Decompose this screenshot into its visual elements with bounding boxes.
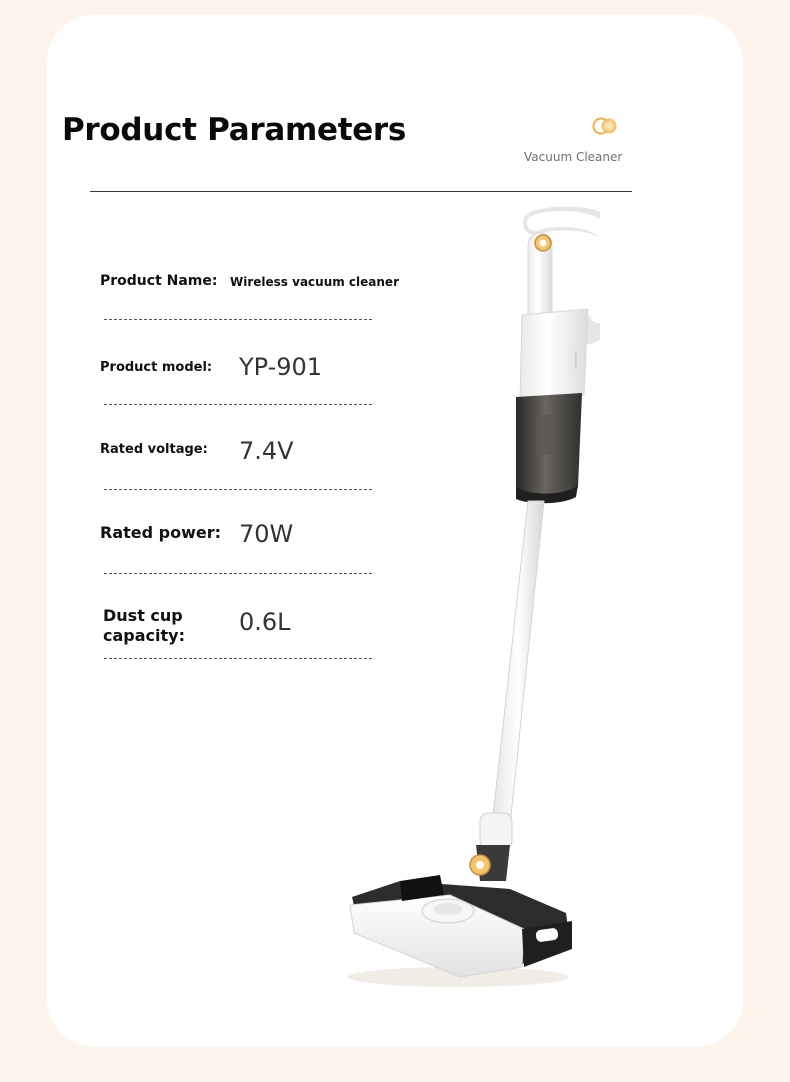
param-label: Rated power: <box>100 523 222 542</box>
param-label: Product Name: <box>100 273 218 289</box>
param-value: Wireless vacuum cleaner <box>230 275 399 289</box>
param-value: 0.6L <box>239 608 291 636</box>
vacuum-cleaner-image <box>340 205 600 995</box>
product-category: Vacuum Cleaner <box>524 150 623 164</box>
dashed-divider <box>104 319 372 320</box>
dashed-divider <box>104 573 372 574</box>
param-value: 70W <box>239 520 294 548</box>
param-value: YP-901 <box>239 353 323 381</box>
dashed-divider <box>104 404 372 405</box>
dashed-divider <box>104 489 372 490</box>
param-label: Product model: <box>100 360 213 375</box>
overlapping-circles-icon <box>591 116 621 136</box>
param-label: Dust cup capacity: <box>103 606 185 645</box>
param-label: Rated voltage: <box>100 442 208 457</box>
dashed-divider <box>104 658 372 659</box>
header-divider <box>90 191 632 192</box>
page-title: Product Parameters <box>62 112 407 148</box>
param-value: 7.4V <box>239 437 294 465</box>
